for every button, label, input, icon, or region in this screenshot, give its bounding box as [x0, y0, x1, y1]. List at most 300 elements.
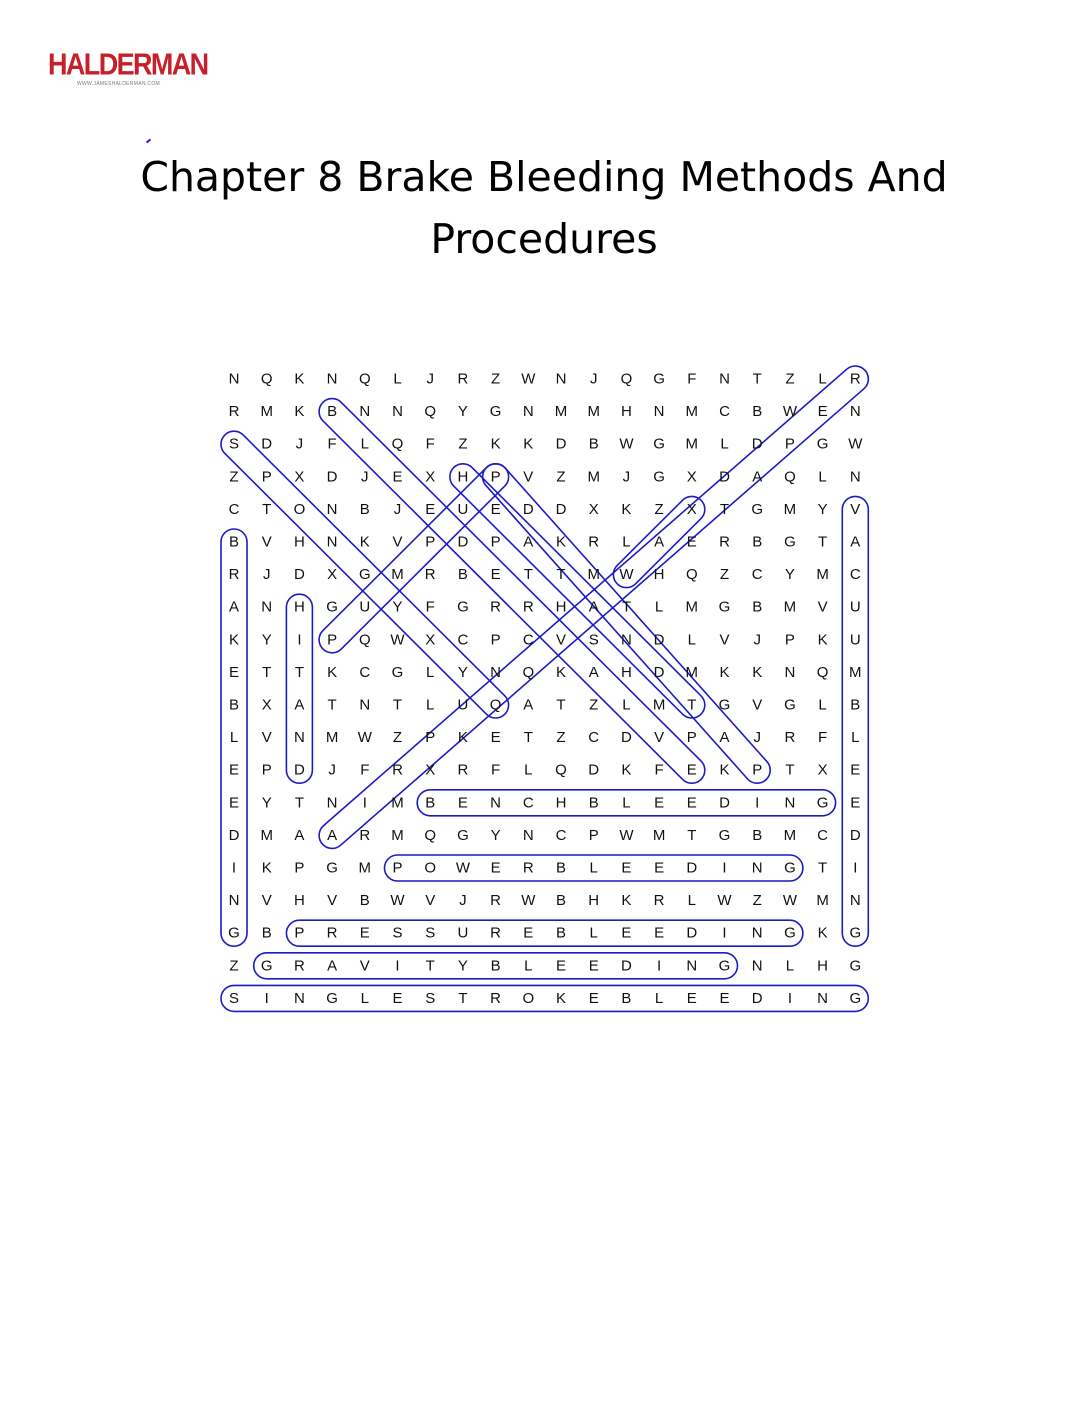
title-line-2: Procedures: [430, 215, 658, 263]
grid-letter: Z: [654, 500, 664, 518]
grid-letter: B: [588, 794, 599, 812]
grid-letter: P: [392, 859, 403, 877]
grid-letter: F: [687, 370, 697, 388]
grid-letter: N: [326, 500, 338, 518]
grid-letter: B: [228, 533, 240, 551]
grid-letter: T: [262, 663, 272, 681]
grid-letter: G: [326, 598, 338, 616]
grid-letter: D: [686, 924, 698, 942]
grid-letter: U: [359, 598, 371, 616]
grid-letter: D: [653, 631, 665, 649]
grid-letter: N: [359, 403, 371, 421]
grid-letter: R: [424, 566, 436, 584]
grid-letter: V: [752, 696, 763, 714]
grid-letter: D: [261, 435, 273, 453]
grid-letter: F: [654, 761, 664, 779]
grid-letter: E: [621, 859, 632, 877]
grid-letter: N: [751, 859, 763, 877]
grid-letter: L: [524, 957, 533, 975]
grid-letter: R: [784, 729, 796, 747]
grid-letter: I: [264, 989, 269, 1007]
grid-letter: E: [392, 989, 403, 1007]
grid-letter: I: [297, 631, 302, 649]
grid-letter: F: [327, 435, 337, 453]
grid-letter: F: [360, 761, 370, 779]
grid-letter: M: [849, 663, 862, 681]
grid-letter: E: [490, 729, 501, 747]
grid-letter: H: [620, 663, 632, 681]
grid-letter: M: [260, 826, 273, 844]
grid-letter: T: [621, 598, 631, 616]
grid-letter: Z: [392, 729, 403, 747]
grid-letter: R: [457, 761, 469, 779]
grid-letter: K: [621, 892, 632, 910]
grid-letter: J: [393, 500, 402, 518]
grid-letter: N: [849, 468, 861, 486]
grid-letter: K: [621, 500, 632, 518]
grid-letter: L: [393, 370, 402, 388]
grid-letter: Z: [458, 435, 468, 453]
grid-letter: N: [784, 663, 796, 681]
grid-letter: Y: [457, 403, 468, 421]
grid-letter: G: [816, 435, 829, 453]
grid-letter: B: [850, 696, 861, 714]
grid-letter: E: [228, 663, 240, 681]
grid-letter: R: [849, 370, 861, 388]
grid-letter: A: [752, 468, 763, 486]
grid-letter: Q: [784, 468, 796, 486]
grid-letter: C: [522, 794, 534, 812]
grid-letter: V: [261, 892, 272, 910]
grid-letter: M: [391, 794, 404, 812]
grid-letter: I: [395, 957, 400, 975]
grid-letter: U: [457, 924, 469, 942]
grid-letter: E: [490, 566, 501, 584]
grid-letter: R: [719, 533, 730, 551]
grid-letter: Z: [229, 468, 239, 486]
grid-letter: T: [458, 989, 468, 1007]
grid-letter: L: [589, 859, 598, 877]
grid-letter: M: [391, 826, 404, 844]
grid-letter: A: [523, 696, 534, 714]
grid-letter: K: [555, 663, 567, 681]
grid-letter: T: [687, 826, 697, 844]
grid-letter: I: [787, 989, 792, 1007]
grid-letter: M: [260, 403, 273, 421]
grid-letter: G: [653, 468, 665, 486]
grid-letter: T: [294, 794, 304, 812]
grid-letter: B: [425, 794, 436, 812]
grid-letter: G: [784, 924, 796, 942]
grid-letter: C: [359, 663, 371, 681]
grid-letter: G: [326, 989, 338, 1007]
grid-letter: X: [425, 761, 436, 779]
grid-letter: A: [327, 826, 338, 844]
grid-letter: Z: [719, 566, 730, 584]
grid-letter: P: [294, 924, 305, 942]
grid-letter: R: [228, 403, 240, 421]
grid-letter: L: [360, 435, 369, 453]
grid-letter: H: [293, 533, 305, 551]
grid-letter: R: [653, 892, 665, 910]
grid-letter: V: [719, 631, 730, 649]
word-highlight-hepdrain: [445, 458, 711, 723]
grid-letter: R: [522, 859, 534, 877]
grid-letter: P: [784, 435, 795, 453]
grid-letter: A: [654, 533, 665, 551]
grid-letter: N: [653, 403, 665, 421]
grid-letter: Z: [556, 468, 566, 486]
grid-letter: C: [719, 403, 730, 421]
grid-letter: N: [849, 892, 861, 910]
grid-letter: M: [816, 892, 829, 910]
grid-letter: Q: [555, 761, 567, 779]
grid-letter: M: [652, 826, 666, 844]
grid-letter: N: [490, 794, 502, 812]
grid-letter: P: [294, 859, 305, 877]
grid-letter: M: [783, 598, 797, 616]
grid-letter: K: [228, 631, 240, 649]
grid-letter: I: [657, 957, 662, 975]
grid-letter: P: [490, 533, 501, 551]
grid-letter: V: [850, 500, 861, 518]
grid-letter: Y: [784, 566, 795, 584]
grid-letter: L: [818, 370, 827, 388]
grid-letter: D: [555, 500, 567, 518]
grid-letter: S: [392, 924, 403, 942]
grid-letter: E: [817, 403, 828, 421]
grid-letter: D: [686, 859, 698, 877]
grid-letter: Y: [392, 598, 403, 616]
grid-letter: Q: [424, 826, 437, 844]
grid-letter: V: [392, 533, 403, 551]
word-highlight-hitdap: [286, 594, 312, 783]
grid-letter: B: [752, 598, 763, 616]
grid-letter: Q: [358, 370, 371, 388]
grid-letter: I: [231, 859, 237, 877]
grid-letter: N: [293, 989, 305, 1007]
grid-letter: V: [327, 892, 338, 910]
grid-letter: W: [782, 403, 797, 421]
grid-letter: G: [718, 957, 731, 975]
letter-grid: [228, 371, 863, 1007]
grid-letter: L: [426, 663, 435, 681]
grid-letter: U: [849, 631, 861, 649]
grid-letter: Y: [817, 500, 828, 518]
grid-letter: N: [326, 533, 338, 551]
grid-letter: V: [654, 729, 665, 747]
grid-letter: C: [817, 826, 829, 844]
grid-letter: T: [392, 696, 403, 714]
grid-letter: A: [523, 533, 534, 551]
grid-letter: G: [751, 500, 764, 518]
grid-letter: K: [752, 663, 763, 681]
grid-letter: D: [719, 468, 730, 486]
grid-letter: E: [555, 957, 567, 975]
grid-letter: B: [228, 696, 240, 714]
grid-letter: P: [588, 826, 599, 844]
grid-letter: P: [490, 468, 501, 486]
grid-letter: A: [327, 957, 338, 975]
grid-letter: R: [490, 892, 502, 910]
grid-letter: H: [293, 892, 305, 910]
grid-letter: X: [817, 761, 828, 779]
grid-letter: L: [818, 696, 827, 714]
grid-letter: V: [817, 598, 828, 616]
grid-letter: X: [588, 500, 599, 518]
grid-letter: J: [622, 468, 631, 486]
grid-letter: P: [490, 631, 501, 649]
grid-letter: E: [686, 761, 697, 779]
grid-letter: D: [620, 729, 632, 747]
grid-letter: E: [588, 989, 599, 1007]
grid-letter: D: [228, 826, 240, 844]
grid-letter: O: [522, 989, 535, 1007]
grid-letter: B: [752, 403, 763, 421]
grid-letter: V: [261, 729, 272, 747]
grid-letter: T: [818, 859, 828, 877]
grid-letter: S: [228, 989, 240, 1007]
grid-letter: W: [619, 826, 634, 844]
grid-letter: Q: [522, 663, 535, 681]
grid-letter: A: [588, 598, 599, 616]
grid-letter: G: [457, 598, 469, 616]
title-line-1: Chapter 8 Brake Bleeding Methods And: [140, 153, 948, 201]
grid-letter: Q: [260, 370, 273, 388]
grid-letter: E: [621, 924, 632, 942]
grid-letter: M: [554, 403, 568, 421]
grid-letter: L: [687, 631, 696, 649]
grid-letter: I: [853, 859, 858, 877]
grid-letter: X: [686, 468, 697, 486]
grid-letter: G: [489, 403, 502, 421]
grid-letter: C: [555, 826, 567, 844]
grid-letter: L: [851, 729, 860, 747]
grid-letter: G: [358, 566, 371, 584]
grid-letter: R: [359, 826, 371, 844]
grid-letter: E: [392, 468, 403, 486]
grid-letter: V: [425, 892, 436, 910]
grid-letter: P: [261, 468, 272, 486]
grid-letter: D: [849, 826, 861, 844]
grid-letter: E: [654, 794, 665, 812]
grid-letter: E: [686, 533, 697, 551]
grid-letter: A: [719, 729, 730, 747]
grid-letter: P: [327, 631, 338, 649]
grid-letter: V: [523, 468, 534, 486]
grid-letter: C: [457, 631, 469, 649]
grid-letter: G: [849, 924, 862, 942]
grid-letter: A: [850, 533, 861, 551]
grid-letter: L: [654, 989, 664, 1007]
grid-letter: P: [261, 761, 272, 779]
grid-letter: V: [555, 631, 567, 649]
grid-letter: C: [849, 566, 861, 584]
grid-letter: R: [490, 598, 502, 616]
grid-letter: F: [491, 761, 501, 779]
grid-letter: G: [816, 794, 829, 812]
grid-letter: M: [391, 566, 404, 584]
logo-website: WWW.JAMESHALDERMAN.COM: [77, 81, 160, 87]
grid-letter: E: [654, 924, 665, 942]
grid-letter: R: [522, 598, 534, 616]
grid-letter: Z: [556, 729, 566, 747]
grid-letter: B: [752, 826, 763, 844]
grid-letter: M: [587, 468, 600, 486]
grid-letter: E: [850, 794, 861, 812]
grid-letter: W: [357, 729, 372, 747]
grid-letter: Q: [816, 663, 829, 681]
grid-letter: T: [818, 533, 828, 551]
grid-letter: V: [261, 533, 272, 551]
grid-letter: C: [751, 566, 763, 584]
grid-letter: Y: [457, 663, 468, 681]
grid-letter: G: [849, 957, 862, 975]
grid-letter: W: [455, 859, 470, 877]
grid-letter: K: [457, 729, 468, 747]
grid-letter: E: [588, 957, 599, 975]
grid-letter: N: [686, 957, 698, 975]
grid-letter: G: [849, 989, 862, 1007]
grid-letter: K: [621, 761, 632, 779]
grid-letter: N: [490, 663, 502, 681]
grid-letter: B: [555, 892, 567, 910]
grid-letter: M: [587, 403, 600, 421]
grid-letter: E: [686, 794, 697, 812]
grid-letter: R: [490, 924, 502, 942]
grid-letter: W: [390, 892, 405, 910]
grid-letter: Y: [490, 826, 501, 844]
grid-letter: N: [784, 794, 796, 812]
grid-letter: H: [653, 566, 665, 584]
grid-letter: R: [326, 924, 338, 942]
word-highlight-singlestrokebleeding: [221, 985, 868, 1011]
grid-letter: D: [293, 566, 305, 584]
grid-letter: P: [784, 631, 795, 649]
grid-letter: U: [849, 598, 861, 616]
grid-letter: L: [589, 924, 598, 942]
grid-letter: A: [294, 826, 305, 844]
grid-letter: F: [425, 598, 435, 616]
grid-letter: M: [587, 566, 600, 584]
grid-letter: G: [653, 435, 665, 453]
grid-letter: B: [359, 892, 370, 910]
grid-letter: K: [359, 533, 370, 551]
grid-letter: E: [654, 859, 665, 877]
grid-letter: O: [293, 500, 306, 518]
grid-letter: E: [359, 924, 370, 942]
grid-letter: L: [622, 794, 631, 812]
grid-letter: N: [326, 370, 338, 388]
grid-letter: A: [228, 598, 240, 616]
grid-letter: D: [588, 761, 600, 779]
grid-letter: T: [327, 696, 337, 714]
grid-letter: N: [261, 598, 273, 616]
word-highlight-humup: [314, 458, 514, 658]
grid-letter: O: [424, 859, 437, 877]
grid-letter: M: [816, 566, 829, 584]
grid-letter: R: [228, 566, 240, 584]
grid-letter: N: [359, 696, 371, 714]
grid-letter: L: [622, 533, 631, 551]
grid-letter: J: [262, 566, 271, 584]
grid-letter: X: [425, 468, 436, 486]
grid-letter: G: [457, 826, 469, 844]
grid-letter: E: [490, 500, 501, 518]
grid-letter: I: [362, 794, 367, 812]
grid-letter: J: [426, 370, 434, 388]
grid-letter: L: [360, 989, 369, 1007]
grid-letter: Q: [685, 566, 698, 584]
grid-letter: D: [719, 794, 730, 812]
grid-letter: G: [784, 859, 796, 877]
grid-letter: B: [555, 924, 567, 942]
grid-letter: N: [620, 631, 632, 649]
grid-letter: Y: [261, 794, 272, 812]
grid-letter: X: [425, 631, 436, 649]
grid-letter: Q: [391, 435, 404, 453]
grid-letter: W: [619, 435, 634, 453]
grid-letter: C: [522, 631, 534, 649]
grid-letter: A: [588, 663, 599, 681]
grid-letter: B: [621, 989, 632, 1007]
grid-letter: N: [522, 826, 534, 844]
grid-letter: H: [457, 468, 469, 486]
grid-letter: L: [654, 598, 664, 616]
grid-letter: G: [260, 957, 273, 975]
grid-letter: N: [751, 957, 763, 975]
grid-letter: Q: [358, 631, 371, 649]
grid-letter: Z: [589, 696, 599, 714]
grid-letter: B: [457, 566, 468, 584]
grid-letter: Q: [620, 370, 633, 388]
grid-letter: I: [755, 794, 760, 812]
grid-letter: Q: [489, 696, 502, 714]
grid-letter: J: [295, 435, 304, 453]
grid-letter: L: [785, 957, 795, 975]
grid-letter: X: [686, 500, 697, 518]
grid-letter: D: [751, 435, 763, 453]
grid-letter: T: [294, 663, 304, 681]
grid-letter: B: [327, 403, 338, 421]
grid-letter: K: [555, 989, 567, 1007]
logo-wordmark: HALDERMAN: [48, 47, 208, 82]
grid-letter: H: [620, 403, 632, 421]
grid-letter: S: [425, 989, 436, 1007]
grid-letter: E: [523, 924, 534, 942]
grid-letter: N: [293, 729, 305, 747]
grid-letter: S: [228, 435, 240, 453]
grid-letter: N: [228, 892, 240, 910]
grid-letter: W: [848, 435, 863, 453]
grid-letter: S: [425, 924, 436, 942]
grid-letter: T: [752, 370, 762, 388]
grid-letter: X: [327, 566, 338, 584]
grid-letter: Z: [785, 370, 795, 388]
grid-letter: Y: [457, 957, 468, 975]
grid-letter: N: [751, 924, 763, 942]
grid-letter: N: [392, 403, 403, 421]
grid-letter: N: [719, 370, 730, 388]
grid-letter: M: [783, 826, 797, 844]
grid-letter: Y: [261, 631, 272, 649]
grid-letter: L: [720, 435, 729, 453]
grid-letter: N: [326, 794, 338, 812]
grid-letter: K: [327, 663, 338, 681]
grid-letter: X: [261, 696, 272, 714]
grid-letter: D: [457, 533, 469, 551]
word-highlight-vacuumbleeding: [842, 496, 868, 946]
